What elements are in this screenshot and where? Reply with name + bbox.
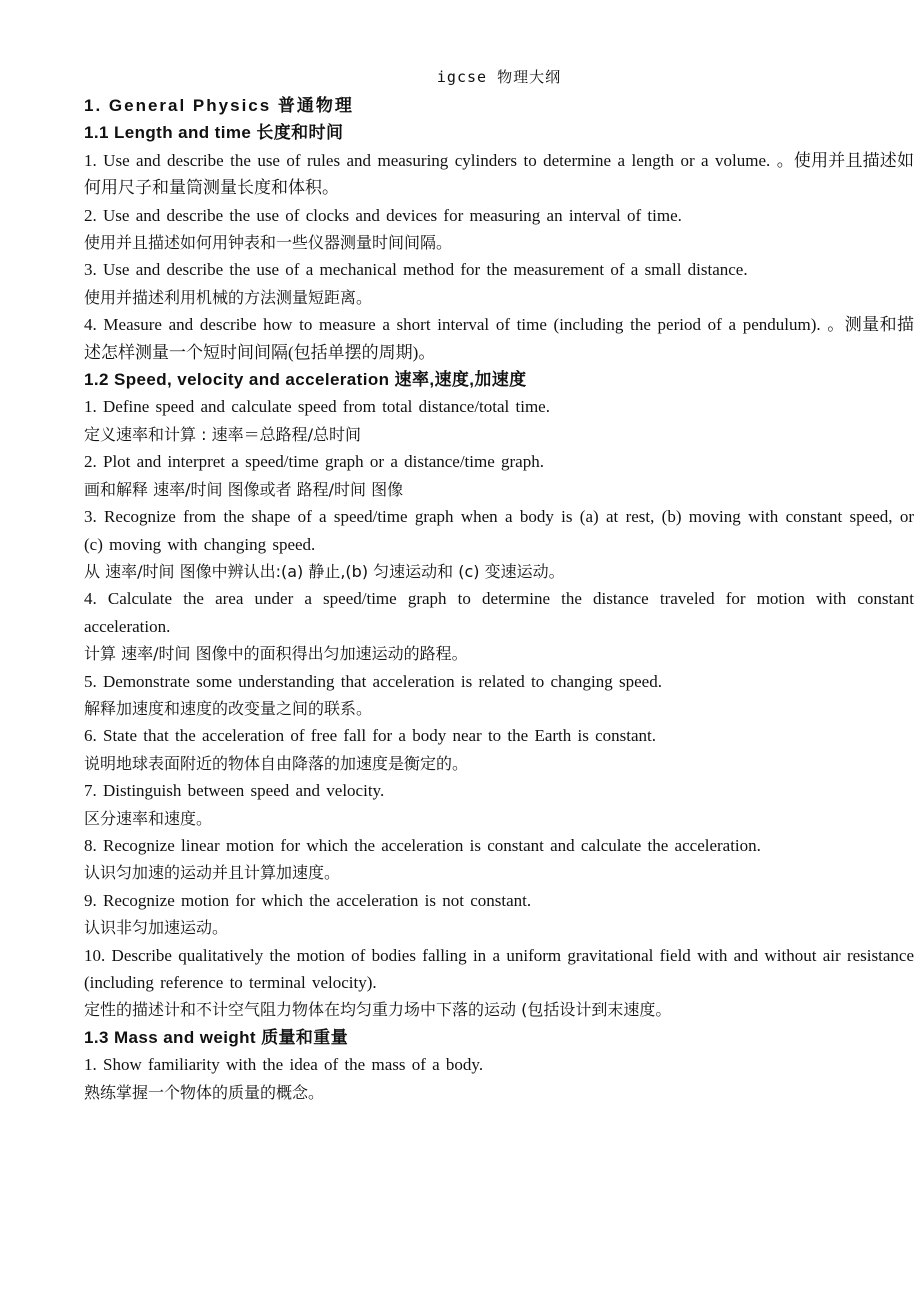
syllabus-item: 6. State that the acceleration of free fall for a body near to the Earth is constant. (84, 726, 656, 746)
syllabus-item: 4. Calculate the area under a speed/time graph to determine the distance traveled for motion with constant acceleration. (84, 589, 914, 636)
chinese-translation: 使用并描述利用机械的方法测量短距离。 (84, 287, 373, 307)
chinese-translation: 区分速率和速度。 (84, 808, 213, 828)
syllabus-item: 4. Measure and describe how to measure a short interval of time (including the period of a pendulum). 。测量和描述怎样测量一个短时间间隔(包括单摆的周期)。 (84, 315, 914, 362)
syllabus-item: 9. Recognize motion for which the acceleration is not constant. (84, 890, 532, 910)
syllabus-item: 7. Distinguish between speed and velocity. (84, 781, 385, 801)
chinese-translation: 认识非匀加速运动。 (84, 918, 229, 938)
subsection-heading: 1.1 Length and time 长度和时间 (84, 123, 344, 143)
document-body (84, 92, 914, 1106)
document-title: igcse 物理大纲 (436, 68, 562, 86)
chinese-translation: 定义速率和计算 : 速率＝总路程/总时间 (84, 424, 361, 444)
chinese-translation: 解释加速度和速度的改变量之间的联系。 (84, 698, 373, 718)
syllabus-item: 10. Describe qualitatively the motion of bodies falling in a uniform gravitational field with and without air resistance (including reference to terminal velocity). (84, 945, 914, 992)
syllabus-item: 3. Recognize from the shape of a speed/time graph when a body is (a) at rest, (b) moving with constant speed, or (c) moving with changing speed. (84, 507, 914, 554)
syllabus-item: 1. Show familiarity with the idea of the mass of a body. (84, 1055, 484, 1075)
subsection-heading: 1.3 Mass and weight 质量和重量 (84, 1027, 349, 1047)
chinese-translation: 从 速率/时间 图像中辨认出:(a) 静止,(b) 匀速运动和 (c) 变速运动。 (84, 561, 565, 581)
chinese-translation: 计算 速率/时间 图像中的面积得出匀加速运动的路程。 (84, 644, 468, 664)
chinese-translation: 定性的描述计和不计空气阻力物体在均匀重力场中下落的运动 (包括设计到末速度。 (84, 1000, 672, 1020)
section-heading: 1. General Physics 普通物理 (84, 96, 354, 115)
chinese-translation: 认识匀加速的运动并且计算加速度。 (84, 863, 341, 883)
chinese-translation: 使用并且描述如何用钟表和一些仪器测量时间间隔。 (84, 233, 453, 253)
syllabus-item: 2. Use and describe the use of clocks and devices for measuring an interval of time. (84, 205, 682, 225)
chinese-translation: 熟练掌握一个物体的质量的概念。 (84, 1082, 325, 1102)
chinese-translation: 说明地球表面附近的物体自由降落的加速度是衡定的。 (84, 753, 469, 773)
syllabus-item: 2. Plot and interpret a speed/time graph or a distance/time graph. (84, 452, 544, 472)
syllabus-item: 5. Demonstrate some understanding that acceleration is related to changing speed. (84, 671, 662, 691)
chinese-translation: 画和解释 速率/时间 图像或者 路程/时间 图像 (84, 479, 404, 499)
syllabus-item: 3. Use and describe the use of a mechanical method for the measurement of a small distance. (84, 260, 748, 280)
subsection-heading: 1.2 Speed, velocity and acceleration 速率,速度,加速度 (84, 370, 527, 390)
syllabus-item: 1. Define speed and calculate speed from total distance/total time. (84, 397, 550, 417)
syllabus-item: 8. Recognize linear motion for which the acceleration is constant and calculate the acceleration. (84, 835, 761, 855)
syllabus-item: 1. Use and describe the use of rules and measuring cylinders to determine a length or a volume. 。使用并且描述如何用尺子和量筒测量长度和体积。 (84, 150, 914, 198)
